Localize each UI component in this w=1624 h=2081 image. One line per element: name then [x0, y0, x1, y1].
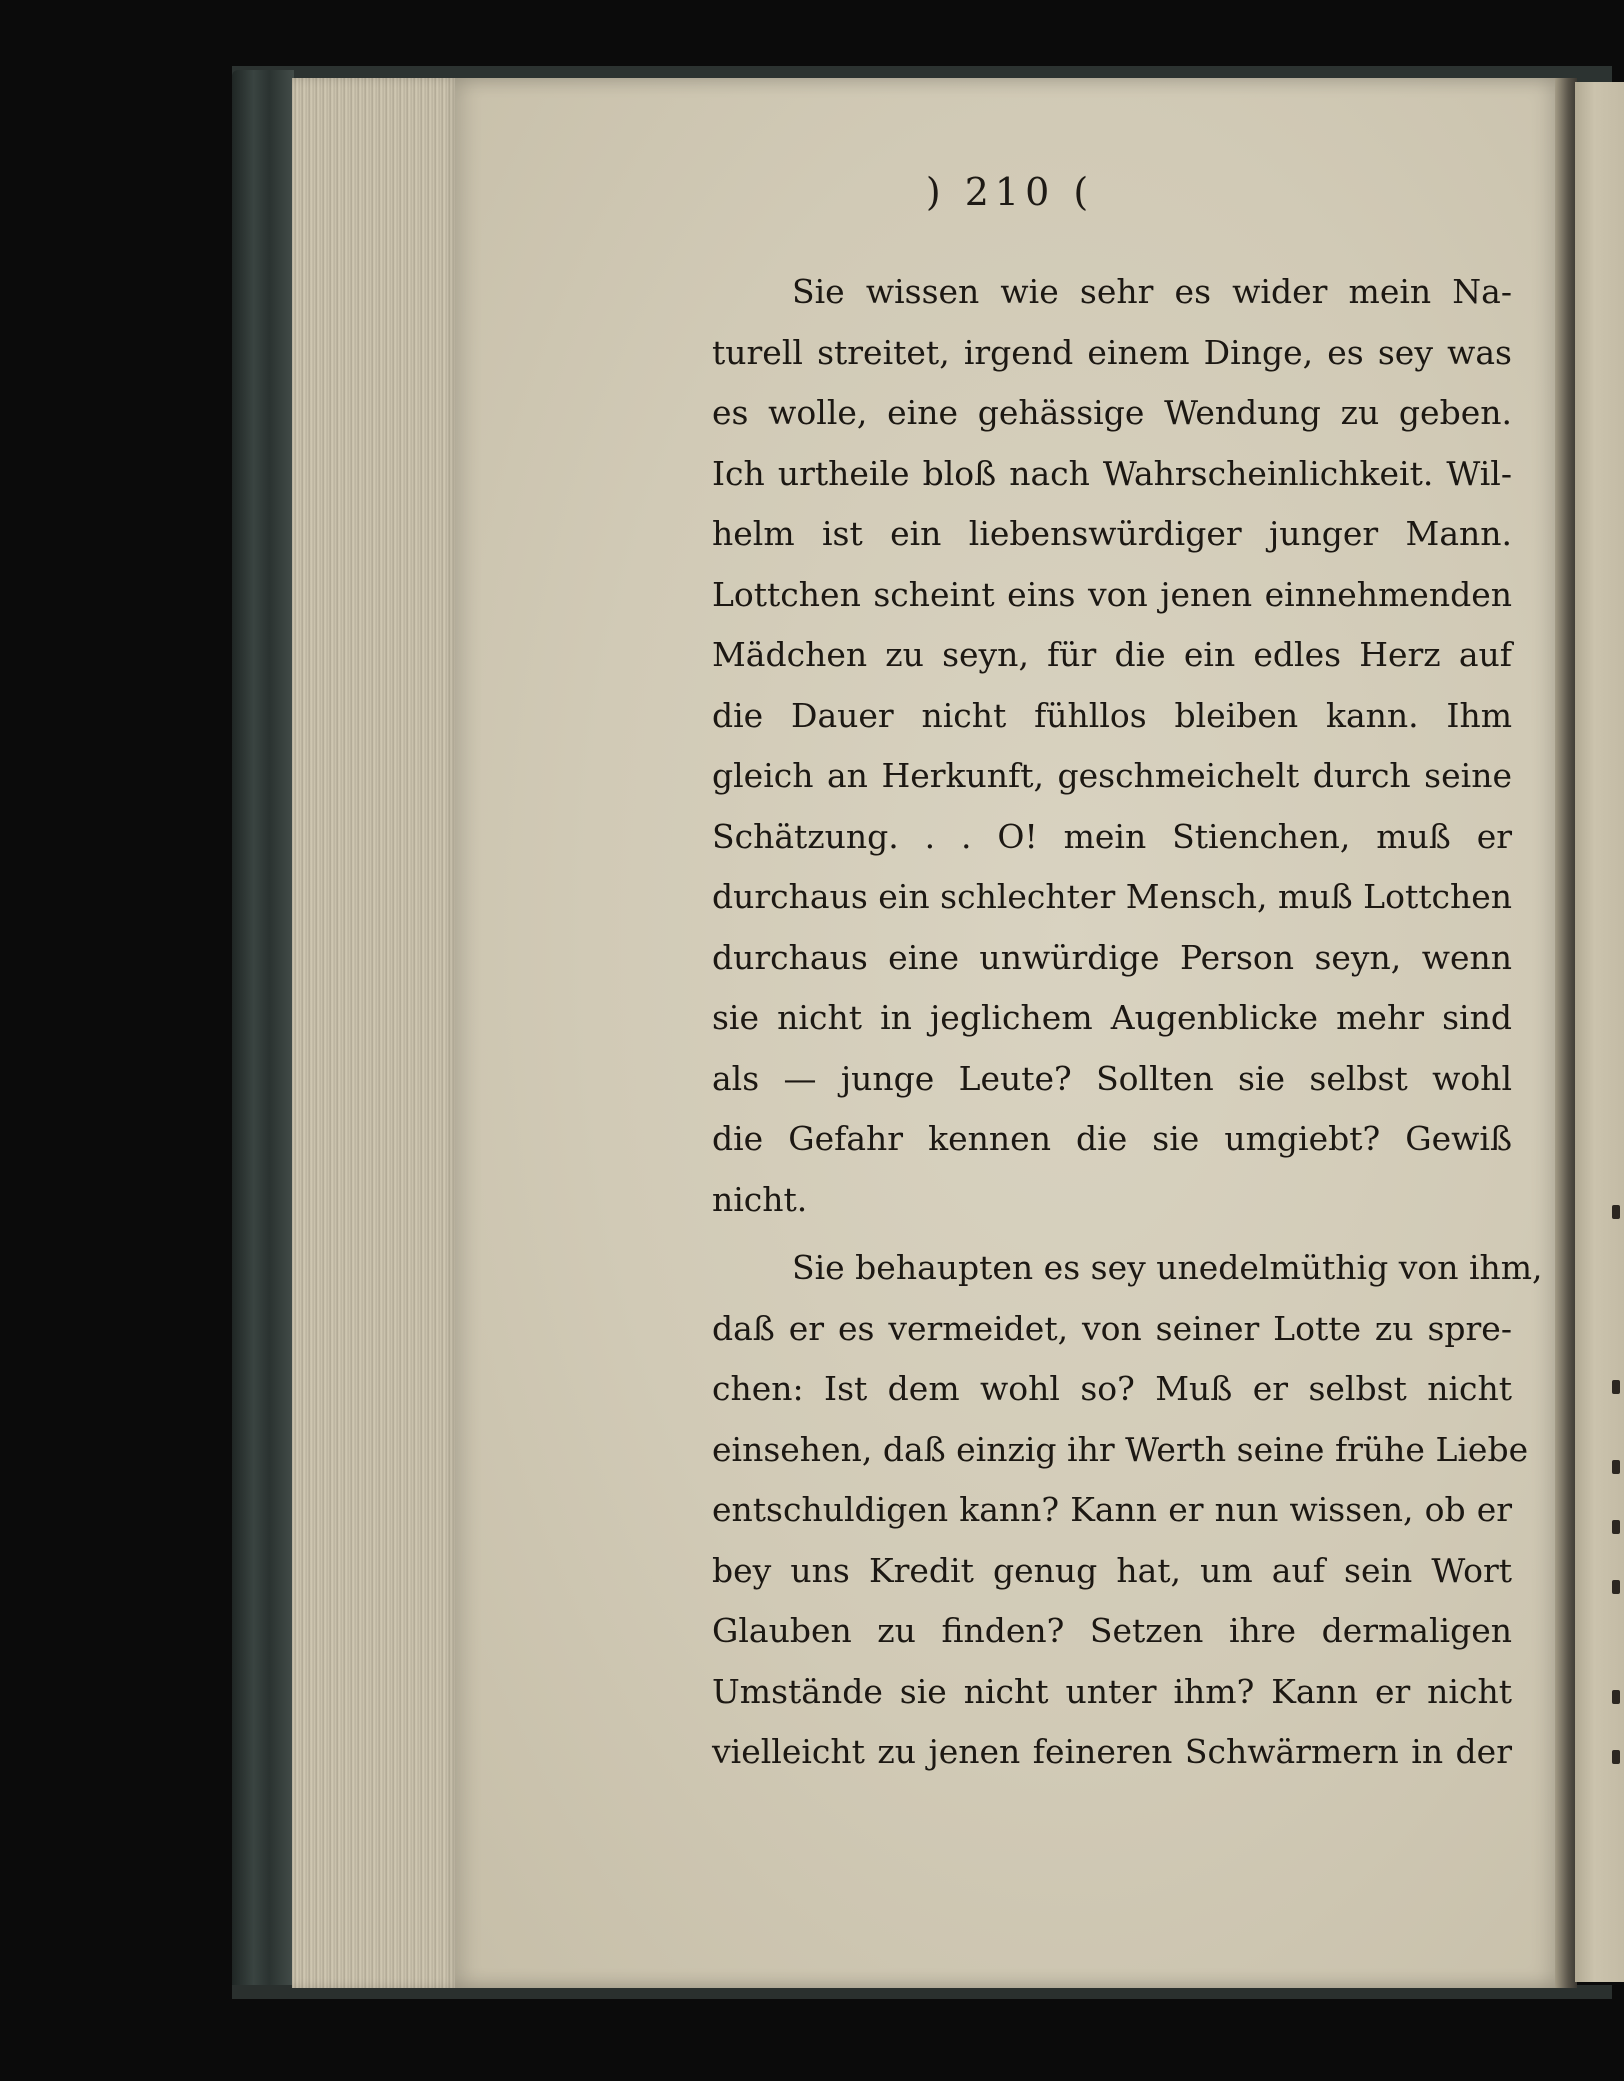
text-line: nicht.: [712, 1179, 808, 1219]
text-line: bey uns Kredit genug hat, um auf sein Wort: [712, 1550, 1512, 1590]
paragraph-gap: [712, 1230, 1512, 1238]
text-line: es wolle, eine gehässige Wendung zu geben.: [712, 393, 1512, 432]
text-line: helm ist ein liebenswürdiger junger Mann.: [712, 514, 1512, 553]
text-line: durchaus ein schlechter Mensch, muß Lottchen: [712, 877, 1512, 916]
facing-page-text-fragment: [1612, 1460, 1620, 1474]
text-line: einsehen, daß einzig ihr Werth seine frühe Liebe: [712, 1429, 1529, 1469]
text-line: daß er es vermeidet, von seiner Lotte zu spre-: [712, 1308, 1512, 1348]
page-gutter: [1555, 78, 1577, 1988]
facing-page-text-fragment: [1612, 1205, 1620, 1219]
facing-page-text-fragment: [1612, 1520, 1620, 1534]
text-line: Lottchen scheint eins von jenen einnehmenden: [712, 574, 1512, 614]
text-line: die Dauer nicht fühllos bleiben kann. Ihm: [712, 695, 1512, 735]
facing-page-text-fragment: [1612, 1690, 1620, 1704]
text-line: Mädchen zu seyn, für die ein edles Herz auf: [712, 635, 1512, 674]
page-edges: [292, 78, 460, 1988]
text-line: Sie wissen wie sehr es wider mein Na-: [792, 272, 1512, 311]
text-line: die Gefahr kennen die sie umgiebt? Gewiß: [712, 1119, 1512, 1158]
paragraph-2: [712, 1238, 1543, 1783]
page-number: ) 210 (: [925, 170, 1095, 214]
text-line: Ich urtheile bloß nach Wahrscheinlichkeit. Wil-: [712, 453, 1512, 493]
text-line: sie nicht in jeglichem Augenblicke mehr sind: [712, 998, 1512, 1037]
text-line: chen: Ist dem wohl so? Muß er selbst nicht: [712, 1369, 1512, 1408]
text-line: Glauben zu finden? Setzen ihre dermaligen: [712, 1611, 1512, 1650]
text-line: Umstände sie nicht unter ihm? Kann er nicht: [712, 1671, 1512, 1711]
book-cover-spine: [232, 70, 294, 1990]
text-line: Schätzung. . . O! mein Stienchen, muß er: [712, 816, 1512, 856]
paragraph-1: [712, 262, 1512, 1230]
text-line: gleich an Herkunft, geschmeichelt durch seine: [712, 756, 1512, 795]
text-line: vielleicht zu jenen feineren Schwärmern in der: [712, 1732, 1512, 1771]
page-text: [712, 262, 1543, 1783]
text-line: durchaus eine unwürdige Person seyn, wenn: [712, 937, 1512, 977]
text-line: turell streitet, irgend einem Dinge, es sey was: [712, 332, 1512, 372]
text-line: als — junge Leute? Sollten sie selbst wohl: [712, 1058, 1512, 1098]
facing-page-text-fragment: [1612, 1380, 1620, 1394]
text-line: entschuldigen kann? Kann er nun wissen, ob er: [712, 1490, 1512, 1529]
facing-page-text-fragment: [1612, 1580, 1620, 1594]
text-line: Sie behaupten es sey unedelmüthig von ihm,: [792, 1248, 1543, 1287]
facing-page-text-fragment: [1612, 1750, 1620, 1764]
